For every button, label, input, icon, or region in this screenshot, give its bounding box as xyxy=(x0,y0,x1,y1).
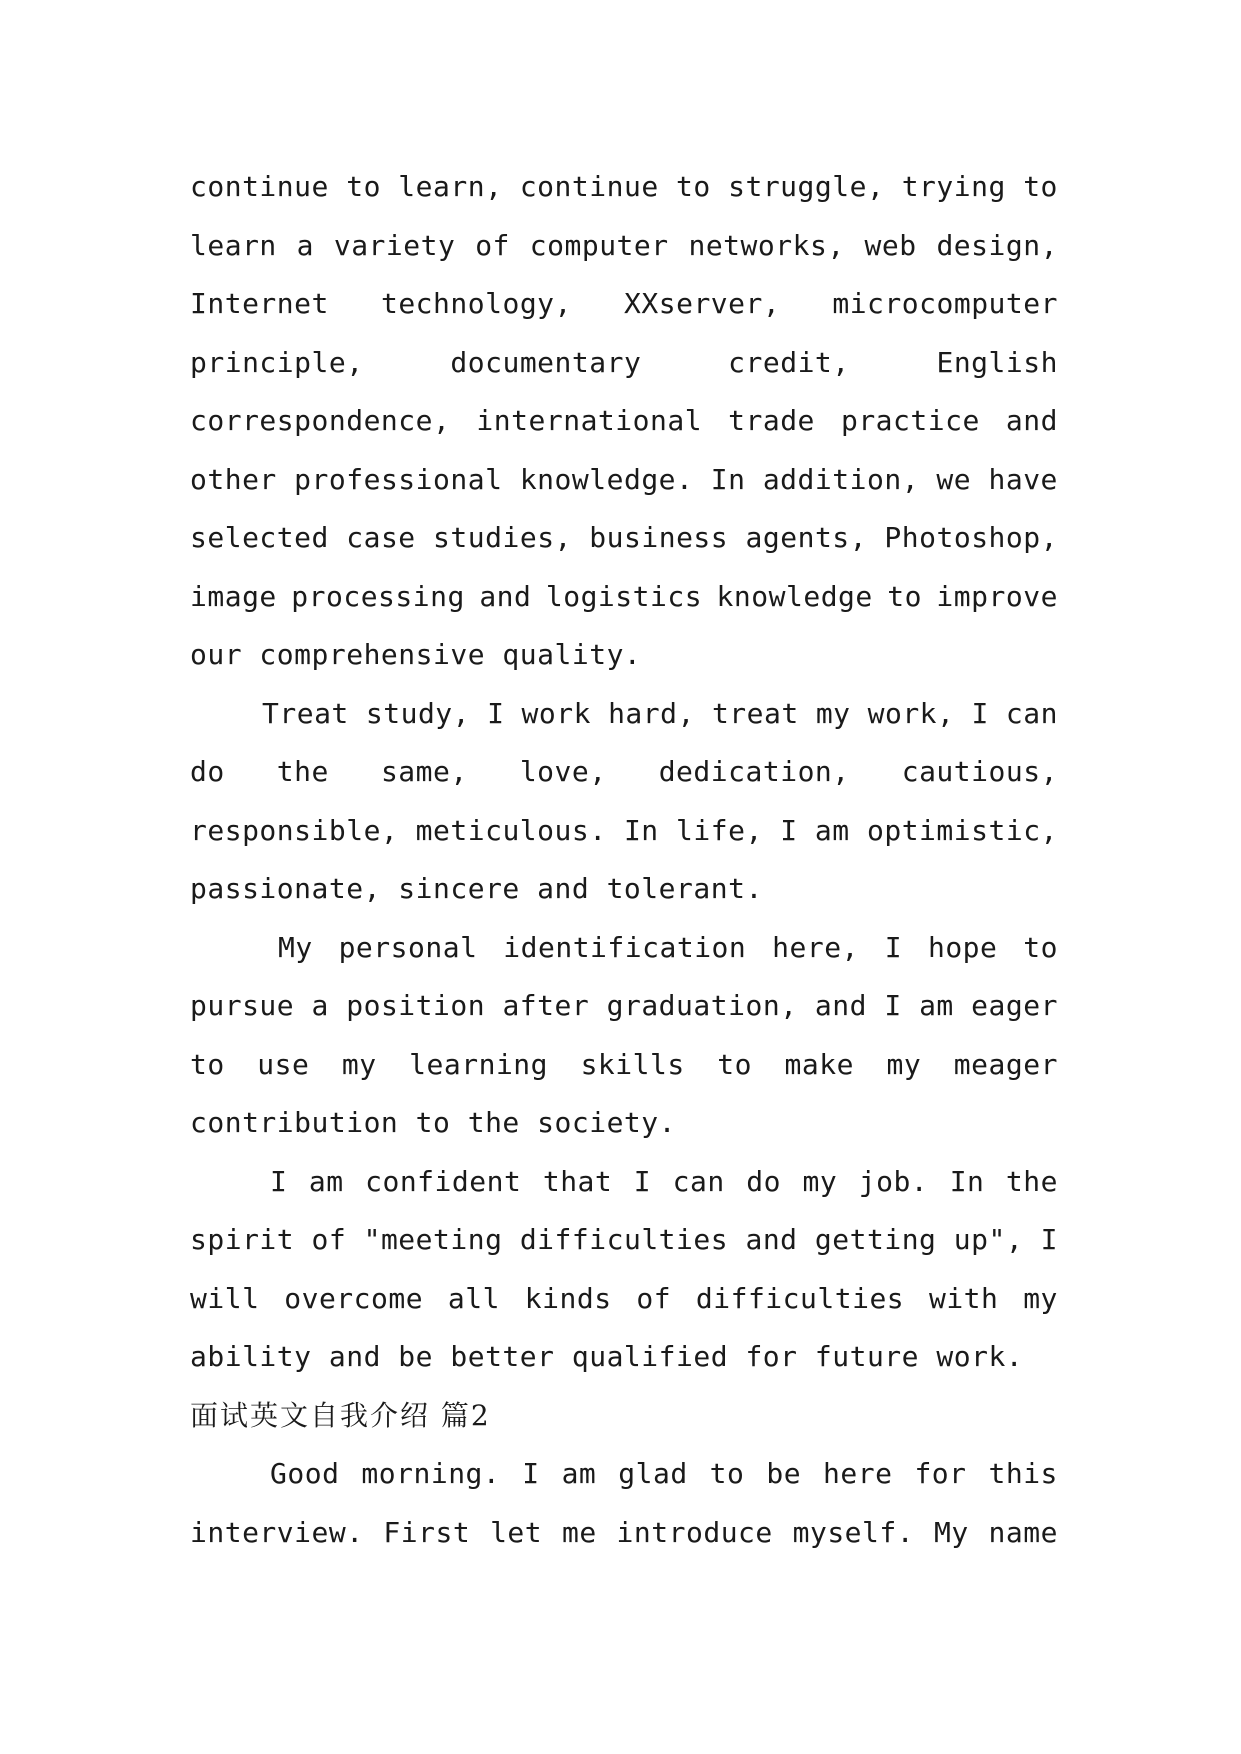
paragraph-line xyxy=(190,451,1058,510)
word: meticulous. xyxy=(415,813,607,847)
word: we xyxy=(936,462,972,496)
word: studies, xyxy=(433,521,572,554)
word: web xyxy=(864,228,917,262)
paragraph-line xyxy=(190,509,1058,568)
word: am xyxy=(561,1457,597,1490)
word: agents, xyxy=(745,521,868,554)
word: learning xyxy=(409,1047,549,1081)
paragraph-line xyxy=(190,568,1058,627)
word: the xyxy=(1005,1164,1058,1198)
word: the xyxy=(276,755,329,788)
word: case xyxy=(346,521,416,554)
word: In xyxy=(710,462,746,496)
word: getting xyxy=(814,1223,937,1256)
paragraph-line xyxy=(190,802,1058,861)
word: here xyxy=(823,1457,893,1490)
word: Treat xyxy=(262,696,349,730)
word: that xyxy=(542,1164,613,1198)
paragraph-line xyxy=(190,275,1058,334)
paragraph-line xyxy=(190,1153,1058,1212)
word: difficulties xyxy=(695,1281,905,1315)
word: for xyxy=(914,1457,967,1490)
word: do xyxy=(190,755,225,788)
paragraph-line: ability and be better qualified for future work. xyxy=(190,1340,1024,1373)
word: my xyxy=(886,1047,922,1081)
paragraph-line xyxy=(190,1211,1058,1270)
paragraph xyxy=(190,919,1058,1153)
paragraph-line xyxy=(190,217,1058,276)
word: up", xyxy=(953,1223,1024,1256)
word: all xyxy=(447,1281,500,1315)
word: be xyxy=(766,1457,802,1490)
section-heading-text: 面试英文自我介绍 篇2 xyxy=(190,1398,491,1432)
word: skills xyxy=(580,1047,685,1081)
word: study, xyxy=(365,696,471,730)
word: and xyxy=(1005,404,1058,437)
word: am xyxy=(308,1164,344,1198)
word: eager xyxy=(971,989,1058,1022)
paragraph-line xyxy=(190,392,1058,451)
word: variety xyxy=(333,228,456,262)
word: image xyxy=(190,579,277,613)
word: with xyxy=(928,1281,999,1315)
paragraph-line xyxy=(190,685,1058,744)
word: and xyxy=(745,1223,798,1256)
word: to xyxy=(717,1047,752,1081)
paragraph xyxy=(190,1153,1058,1387)
word: learn xyxy=(190,228,277,262)
word: after xyxy=(502,989,590,1022)
word: I xyxy=(1040,1223,1058,1256)
word: my xyxy=(341,1047,377,1081)
word: practice xyxy=(840,404,980,437)
word: a xyxy=(311,989,329,1022)
word: hope xyxy=(927,930,998,964)
paragraph-line xyxy=(190,743,1058,802)
word: knowledge xyxy=(716,579,873,613)
word: to xyxy=(676,170,711,203)
word: same, xyxy=(380,755,468,788)
word: microcomputer xyxy=(832,287,1058,320)
word: hard, xyxy=(608,696,695,730)
word: interview. xyxy=(190,1515,364,1549)
paragraph-line xyxy=(190,1036,1058,1095)
word: overcome xyxy=(284,1281,424,1315)
word: computer xyxy=(529,228,669,262)
paragraph-line xyxy=(190,1445,1058,1504)
word: here, xyxy=(772,930,859,964)
word: continue xyxy=(519,170,659,203)
word: work, xyxy=(867,696,955,730)
paragraph-line xyxy=(190,919,1058,978)
paragraph-line: passionate, sincere and tolerant. xyxy=(190,872,763,905)
paragraph-line xyxy=(190,158,1058,217)
word: kinds xyxy=(524,1281,612,1315)
word: I xyxy=(633,1164,652,1198)
word: design, xyxy=(936,228,1058,262)
word: to xyxy=(709,1457,745,1490)
word: confident xyxy=(365,1164,522,1198)
paragraph-line xyxy=(190,977,1058,1036)
word: difficulties xyxy=(519,1223,729,1256)
word: graduation, xyxy=(606,989,798,1022)
word: networks, xyxy=(688,228,845,262)
word: pursue xyxy=(190,989,295,1022)
word: can xyxy=(672,1164,725,1198)
word: processing xyxy=(291,579,465,613)
word: job. xyxy=(858,1164,929,1198)
word: I xyxy=(884,989,902,1022)
word: I xyxy=(522,1457,540,1490)
word: logistics xyxy=(545,579,703,613)
word: identification xyxy=(503,930,747,964)
word: knowledge. xyxy=(519,462,694,496)
word: can xyxy=(1005,696,1058,730)
word: to xyxy=(1023,170,1058,203)
word: introduce xyxy=(616,1515,773,1549)
word: love, xyxy=(519,755,607,788)
paragraph-line: our comprehensive quality. xyxy=(190,638,642,671)
word: Good xyxy=(270,1457,340,1490)
word: cautious, xyxy=(901,755,1058,788)
paragraph xyxy=(190,158,1058,685)
word: English xyxy=(936,345,1058,379)
paragraph-line: contribution to the society. xyxy=(190,1106,677,1139)
word: meager xyxy=(953,1047,1058,1081)
word: In xyxy=(623,813,659,847)
word: am xyxy=(919,989,954,1022)
word: morning. xyxy=(361,1457,501,1490)
paragraph xyxy=(190,1445,1058,1562)
paragraph-line xyxy=(190,1270,1058,1329)
word: do xyxy=(746,1164,781,1198)
word: use xyxy=(257,1047,310,1081)
word: to xyxy=(346,170,381,203)
word: Internet xyxy=(190,287,329,320)
word: and xyxy=(479,579,532,613)
word: of xyxy=(311,1223,347,1256)
word: glad xyxy=(618,1457,688,1490)
word: make xyxy=(784,1047,854,1081)
word: "meeting xyxy=(363,1223,503,1256)
document-body xyxy=(190,158,1058,1562)
word: other xyxy=(190,462,277,496)
word: In xyxy=(949,1164,985,1198)
word: documentary xyxy=(450,345,642,379)
word: selected xyxy=(190,521,329,554)
word: credit, xyxy=(728,345,850,379)
word: spirit xyxy=(190,1223,295,1256)
word: let xyxy=(490,1515,543,1549)
word: to xyxy=(190,1047,225,1081)
word: my xyxy=(802,1164,838,1198)
word: name xyxy=(988,1515,1058,1549)
word: continue xyxy=(190,170,329,203)
word: am xyxy=(814,813,850,847)
word: international xyxy=(476,404,703,437)
word: correspondence, xyxy=(190,404,451,437)
word: myself. xyxy=(792,1515,915,1549)
paragraph-line xyxy=(190,334,1058,393)
word: I xyxy=(971,696,989,730)
word: learn, xyxy=(398,170,503,203)
word: improve xyxy=(936,579,1058,613)
word: My xyxy=(278,930,313,964)
word: I xyxy=(780,813,798,847)
word: dedication, xyxy=(658,755,850,788)
word: my xyxy=(1023,1281,1058,1315)
word: XXserver, xyxy=(624,287,781,320)
word: I xyxy=(270,1164,288,1198)
word: Photoshop, xyxy=(884,521,1058,554)
word: responsible, xyxy=(190,813,399,847)
section-heading xyxy=(190,1387,1058,1446)
word: addition, xyxy=(762,462,920,496)
word: trade xyxy=(728,404,815,437)
word: will xyxy=(190,1281,260,1315)
word: of xyxy=(636,1281,672,1315)
word: business xyxy=(589,521,729,554)
word: trying xyxy=(901,170,1006,203)
word: First xyxy=(383,1515,471,1549)
word: technology, xyxy=(380,287,572,320)
word: treat xyxy=(711,696,799,730)
word: My xyxy=(933,1515,969,1549)
paragraph-line xyxy=(190,1504,1058,1563)
word: I xyxy=(487,696,505,730)
word: work xyxy=(521,696,591,730)
word: me xyxy=(561,1515,597,1549)
paragraph xyxy=(190,685,1058,919)
word: personal xyxy=(338,930,478,964)
word: life, xyxy=(676,813,763,847)
word: principle, xyxy=(190,345,364,379)
word: and xyxy=(814,989,867,1022)
word: my xyxy=(815,696,851,730)
word: struggle, xyxy=(728,170,885,203)
word: of xyxy=(475,228,510,262)
word: professional xyxy=(294,462,503,496)
word: have xyxy=(988,462,1058,496)
word: to xyxy=(887,579,922,613)
word: I xyxy=(884,930,903,964)
word: to xyxy=(1023,930,1058,964)
word: optimistic, xyxy=(866,813,1058,847)
word: position xyxy=(346,989,486,1022)
word: a xyxy=(296,228,314,262)
word: this xyxy=(988,1457,1058,1490)
